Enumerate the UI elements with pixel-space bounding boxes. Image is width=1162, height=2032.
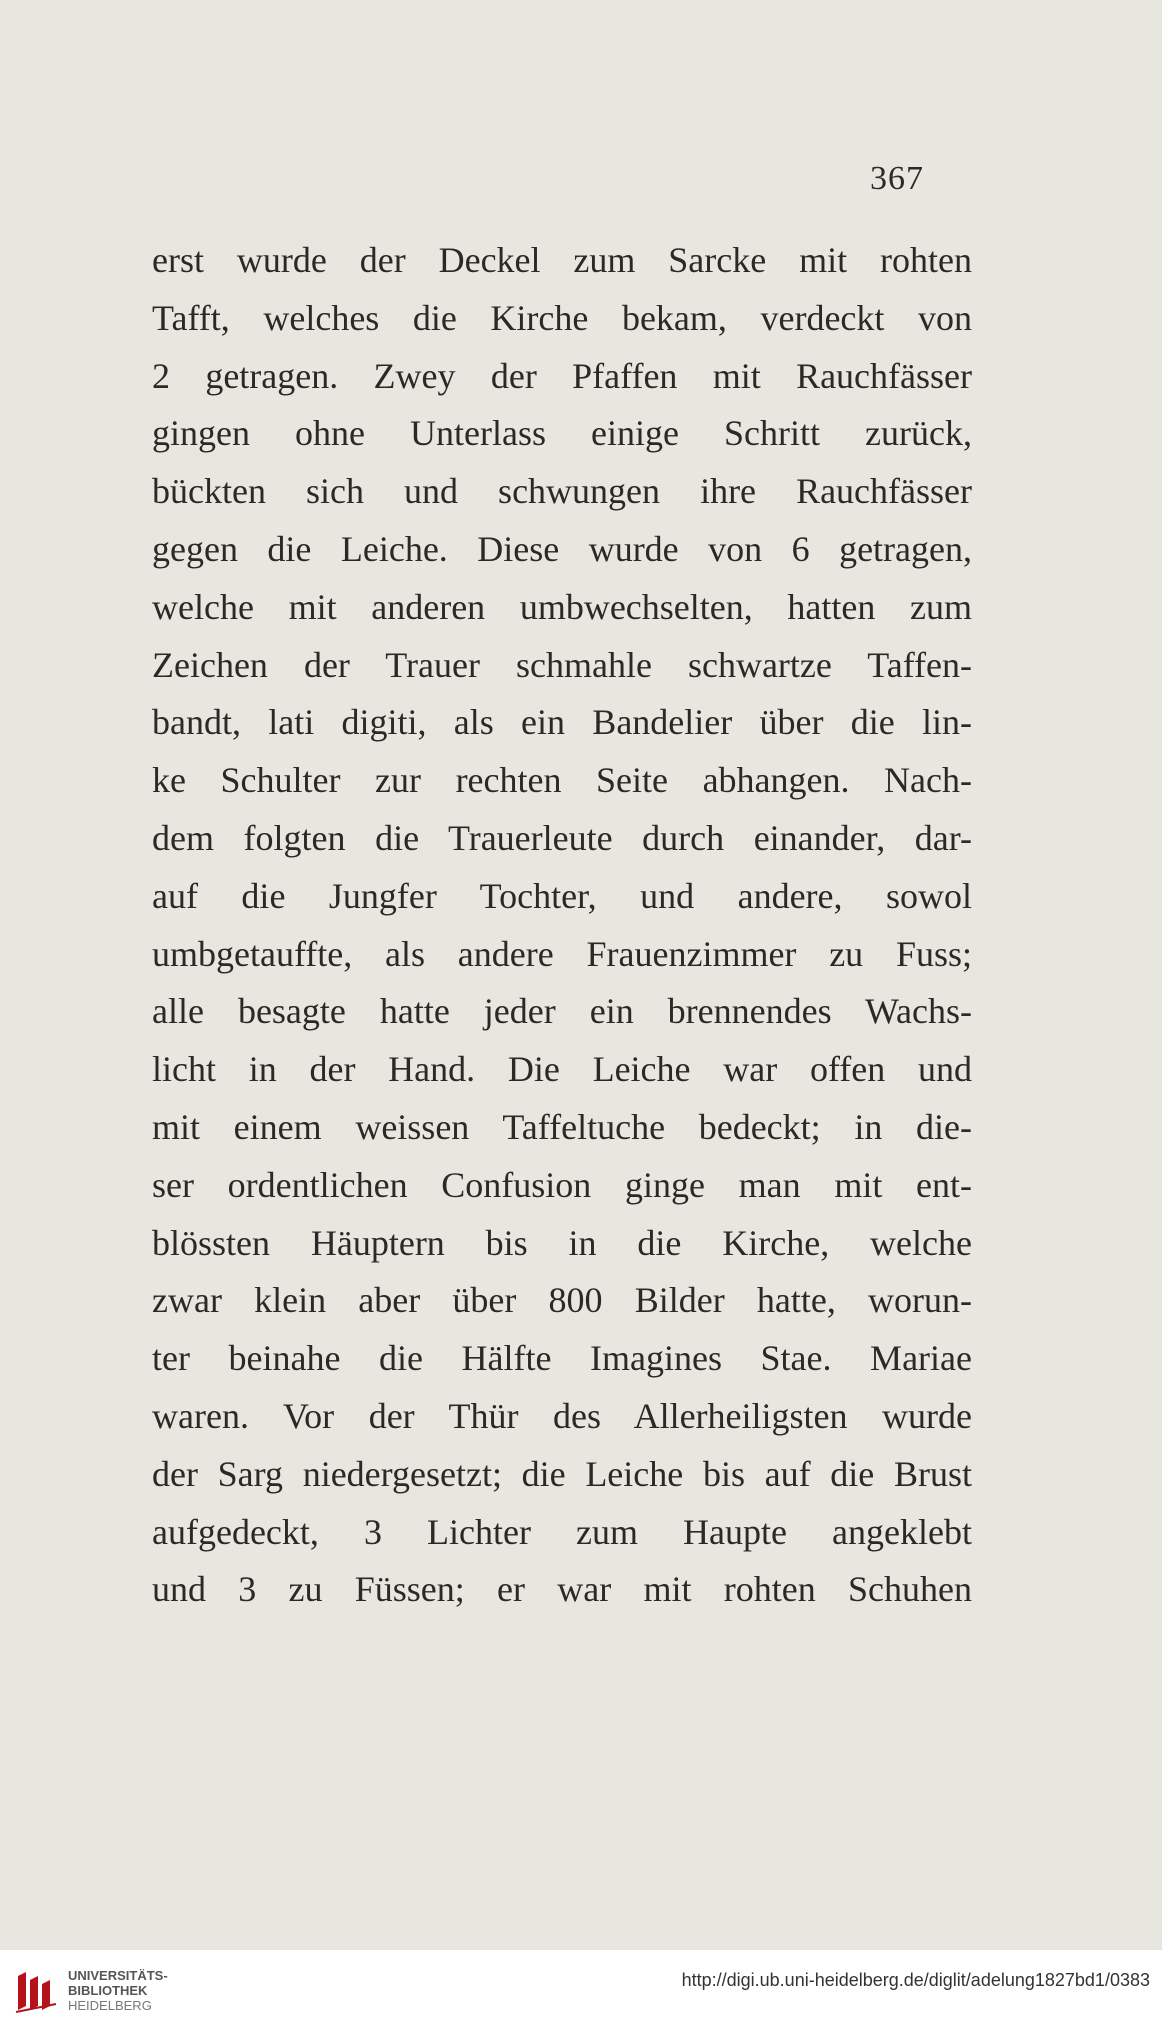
text-line: ser ordentlichen Confusion ginge man mit ent- [152, 1164, 972, 1205]
text-line: erst wurde der Deckel zum Sarcke mit rohten [152, 240, 972, 280]
text-line: Tafft, welches die Kirche bekam, verdeckt von [152, 297, 972, 338]
text-line: dem folgten die Trauerleute durch einander, dar- [152, 817, 972, 858]
text-line: 2 getragen. Zwey der Pfaffen mit Rauchfässer [152, 355, 972, 396]
text-line: waren. Vor der Thür des Allerheiligsten wurde [152, 1395, 972, 1436]
library-city: HEIDELBERG [68, 1998, 152, 2013]
text-line: ter beinahe die Hälfte Imagines Stae. Mariae [152, 1338, 972, 1379]
text-line: der Sarg niedergesetzt; die Leiche bis auf die Brust [152, 1453, 972, 1494]
text-line: und 3 zu Füssen; er war mit rohten Schuhen [152, 1569, 972, 1610]
source-url[interactable]: http://digi.ub.uni-heidelberg.de/diglit/adelung1827bd1/0383 [681, 1970, 1150, 1990]
library-name [68, 1968, 168, 2013]
text-line: welche mit anderen umbwechselten, hatten zum [152, 586, 972, 627]
page-number: 367 [870, 160, 924, 197]
text-line: zwar klein aber über 800 Bilder hatte, worun- [152, 1280, 972, 1321]
text-line: auf die Jungfer Tochter, und andere, sowol [152, 875, 972, 916]
text-line: mit einem weissen Taffeltuche bedeckt; in die- [152, 1106, 972, 1147]
text-line: licht in der Hand. Die Leiche war offen und [152, 1049, 972, 1090]
text-line: aufgedeckt, 3 Lichter zum Haupte angeklebt [152, 1511, 972, 1552]
text-line: gegen die Leiche. Diese wurde von 6 getragen, [152, 528, 972, 569]
text-line: blössten Häuptern bis in die Kirche, welche [152, 1222, 972, 1263]
university-library-logo-icon [12, 1966, 62, 2016]
library-name-line: BIBLIOTHEK [68, 1983, 148, 1998]
text-line: gingen ohne Unterlass einige Schritt zurück, [152, 413, 972, 454]
footer-bar [0, 1950, 1162, 2032]
text-line: umbgetauffte, als andere Frauenzimmer zu Fuss; [152, 933, 972, 974]
text-line: Zeichen der Trauer schmahle schwartze Taffen- [152, 644, 972, 685]
text-line: bandt, lati digiti, als ein Bandelier über die lin- [152, 702, 972, 743]
body-text [152, 232, 972, 1619]
text-line: bückten sich und schwungen ihre Rauchfässer [152, 471, 972, 512]
library-name-line: UNIVERSITÄTS- [68, 1968, 168, 1983]
text-line: alle besagte hatte jeder ein brennendes Wachs- [152, 991, 972, 1032]
text-line: ke Schulter zur rechten Seite abhangen. Nach- [152, 760, 972, 801]
